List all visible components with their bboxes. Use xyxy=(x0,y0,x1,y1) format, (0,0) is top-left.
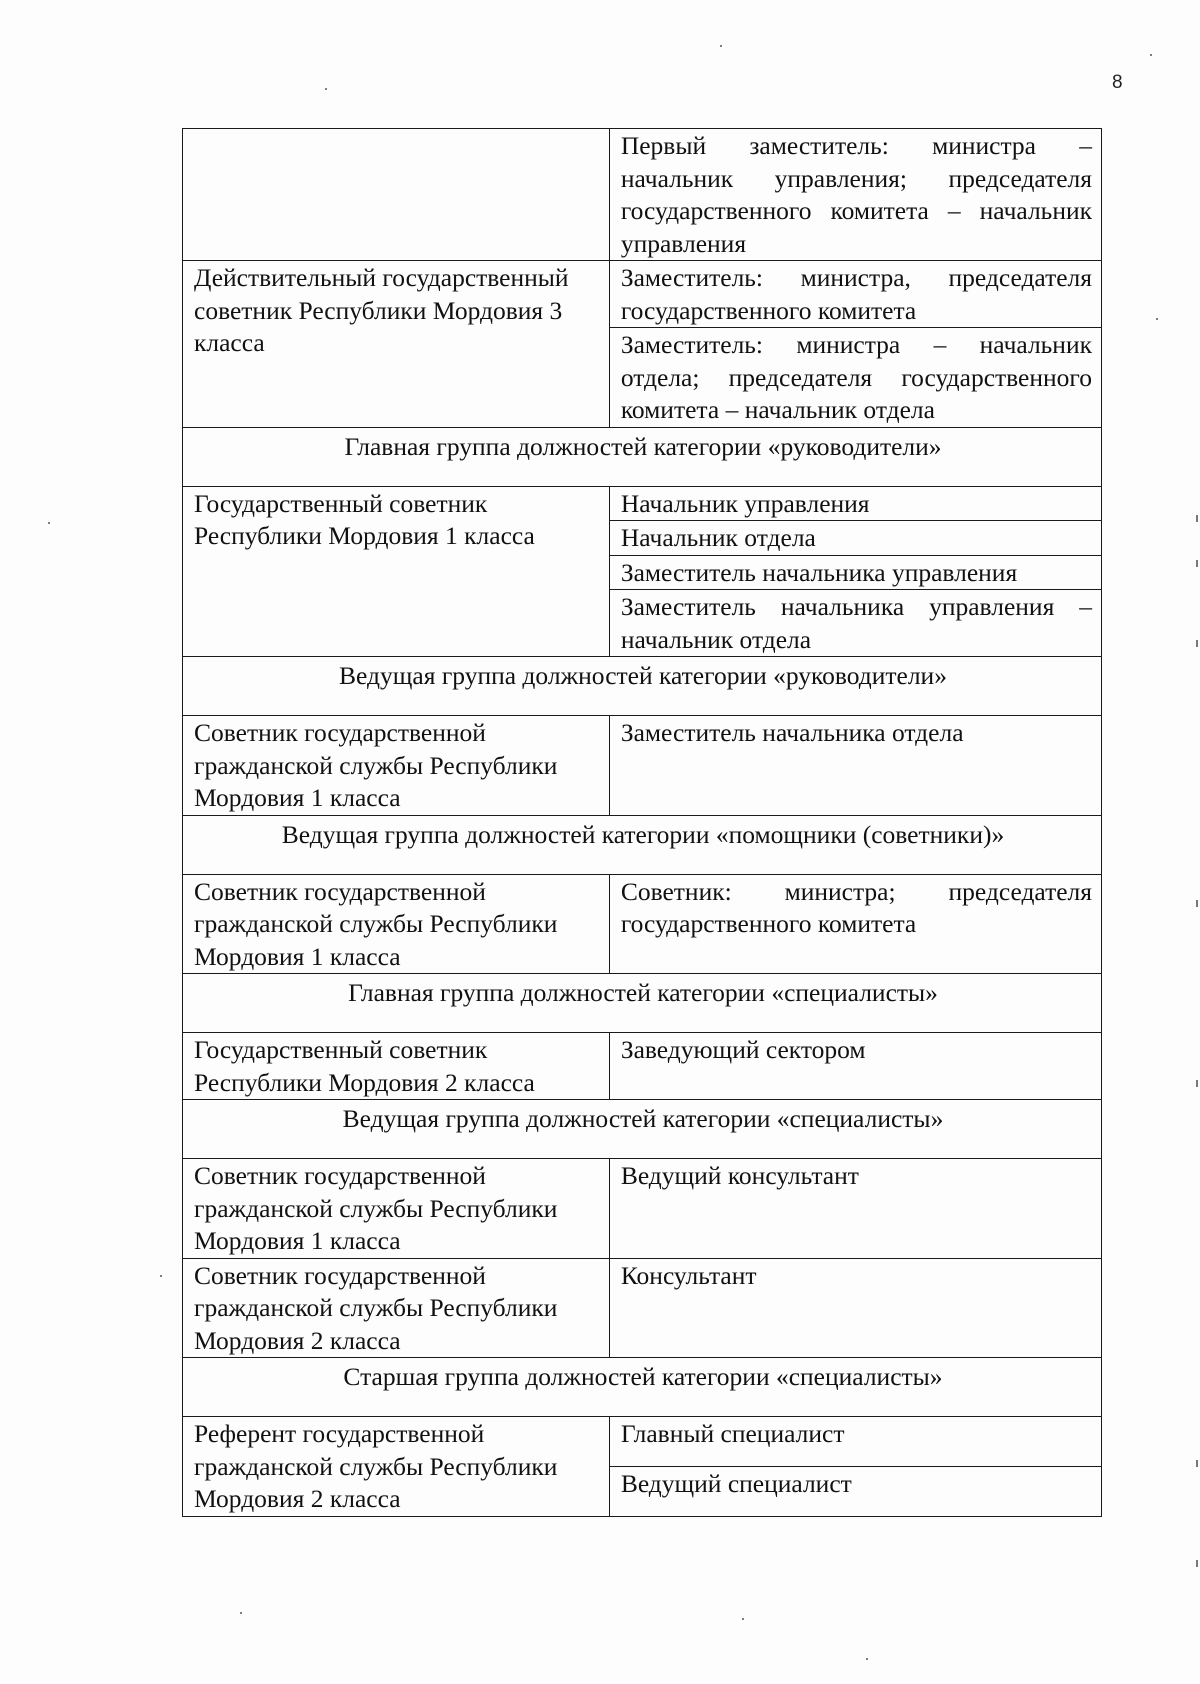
group-header-row xyxy=(183,815,1102,874)
position-cell: Начальник управления xyxy=(609,486,1101,521)
position-cell: Начальник отдела xyxy=(609,521,1101,556)
scan-speck xyxy=(720,45,722,47)
table-row xyxy=(183,129,1102,261)
scan-speck xyxy=(325,88,327,90)
table-row xyxy=(183,1033,1102,1100)
position-cell: Советник: министра; председателя государственного комитета xyxy=(609,874,1101,974)
table-row xyxy=(183,1258,1102,1358)
class-rank-cell: Референт государственной гражданской службы Республики Мордовия 2 класса xyxy=(183,1417,610,1517)
table-row xyxy=(183,261,1102,328)
table-row xyxy=(183,486,1102,521)
scan-speck xyxy=(240,1612,242,1614)
scan-edge-mark xyxy=(1196,640,1198,647)
scan-speck xyxy=(1156,318,1158,320)
position-cell: Заместитель начальника управления xyxy=(609,555,1101,590)
scan-speck xyxy=(742,1618,744,1620)
position-cell: Главный специалист xyxy=(609,1417,1101,1467)
group-header-row xyxy=(183,1100,1102,1159)
group-title: Старшая группа должностей категории «специалисты» xyxy=(183,1358,1102,1417)
group-header-row xyxy=(183,427,1102,486)
group-header-row xyxy=(183,974,1102,1033)
position-cell: Заместитель начальника отдела xyxy=(609,716,1101,816)
scan-edge-mark xyxy=(1196,1460,1198,1467)
group-title: Ведущая группа должностей категории «специалисты» xyxy=(183,1100,1102,1159)
class-rank-cell: Советник государственной гражданской службы Республики Мордовия 1 класса xyxy=(183,1159,610,1259)
group-header-row xyxy=(183,1358,1102,1417)
table-row xyxy=(183,874,1102,974)
table-body xyxy=(183,129,1102,1517)
group-header-row xyxy=(183,657,1102,716)
class-rank-cell: Советник государственной гражданской службы Республики Мордовия 1 класса xyxy=(183,716,610,816)
scan-edge-mark xyxy=(1196,515,1198,522)
scan-speck xyxy=(48,522,50,524)
class-rank-cell: Государственный советник Республики Мордовия 2 класса xyxy=(183,1033,610,1100)
ranks-positions-table xyxy=(182,128,1102,1517)
position-cell: Заместитель начальника управления – начальник отдела xyxy=(609,590,1101,657)
page-number: 8 xyxy=(1112,72,1123,93)
scan-edge-mark xyxy=(1196,900,1198,907)
group-title: Главная группа должностей категории «руководители» xyxy=(183,427,1102,486)
position-cell: Первый заместитель: министра – начальник управления; председателя государственного комитета – начальник управления xyxy=(609,129,1101,261)
scan-edge-mark xyxy=(1196,1560,1198,1567)
position-cell: Консультант xyxy=(609,1258,1101,1358)
position-cell: Ведущий консультант xyxy=(609,1159,1101,1259)
table-row xyxy=(183,716,1102,816)
class-rank-cell: Советник государственной гражданской службы Республики Мордовия 1 класса xyxy=(183,874,610,974)
scan-speck xyxy=(160,1275,162,1277)
scan-speck xyxy=(866,1658,868,1660)
scan-edge-mark xyxy=(1196,1080,1198,1087)
position-cell: Заместитель: министра – начальник отдела; председателя государственного комитета – начальник отдела xyxy=(609,328,1101,428)
group-title: Ведущая группа должностей категории «руководители» xyxy=(183,657,1102,716)
scan-speck xyxy=(1150,54,1152,56)
position-cell: Заведующий сектором xyxy=(609,1033,1101,1100)
position-cell: Заместитель: министра, председателя государственного комитета xyxy=(609,261,1101,328)
position-cell: Ведущий специалист xyxy=(609,1466,1101,1516)
table-row xyxy=(183,1417,1102,1467)
group-title: Главная группа должностей категории «специалисты» xyxy=(183,974,1102,1033)
class-rank-cell: Советник государственной гражданской службы Республики Мордовия 2 класса xyxy=(183,1258,610,1358)
group-title: Ведущая группа должностей категории «помощники (советники)» xyxy=(183,815,1102,874)
scan-edge-mark xyxy=(1196,560,1198,567)
class-rank-cell: Государственный советник Республики Мордовия 1 класса xyxy=(183,486,610,657)
class-rank-cell: Действительный государственный советник Республики Мордовия 3 класса xyxy=(183,261,610,428)
table-row xyxy=(183,1159,1102,1259)
class-rank-cell xyxy=(183,129,610,261)
